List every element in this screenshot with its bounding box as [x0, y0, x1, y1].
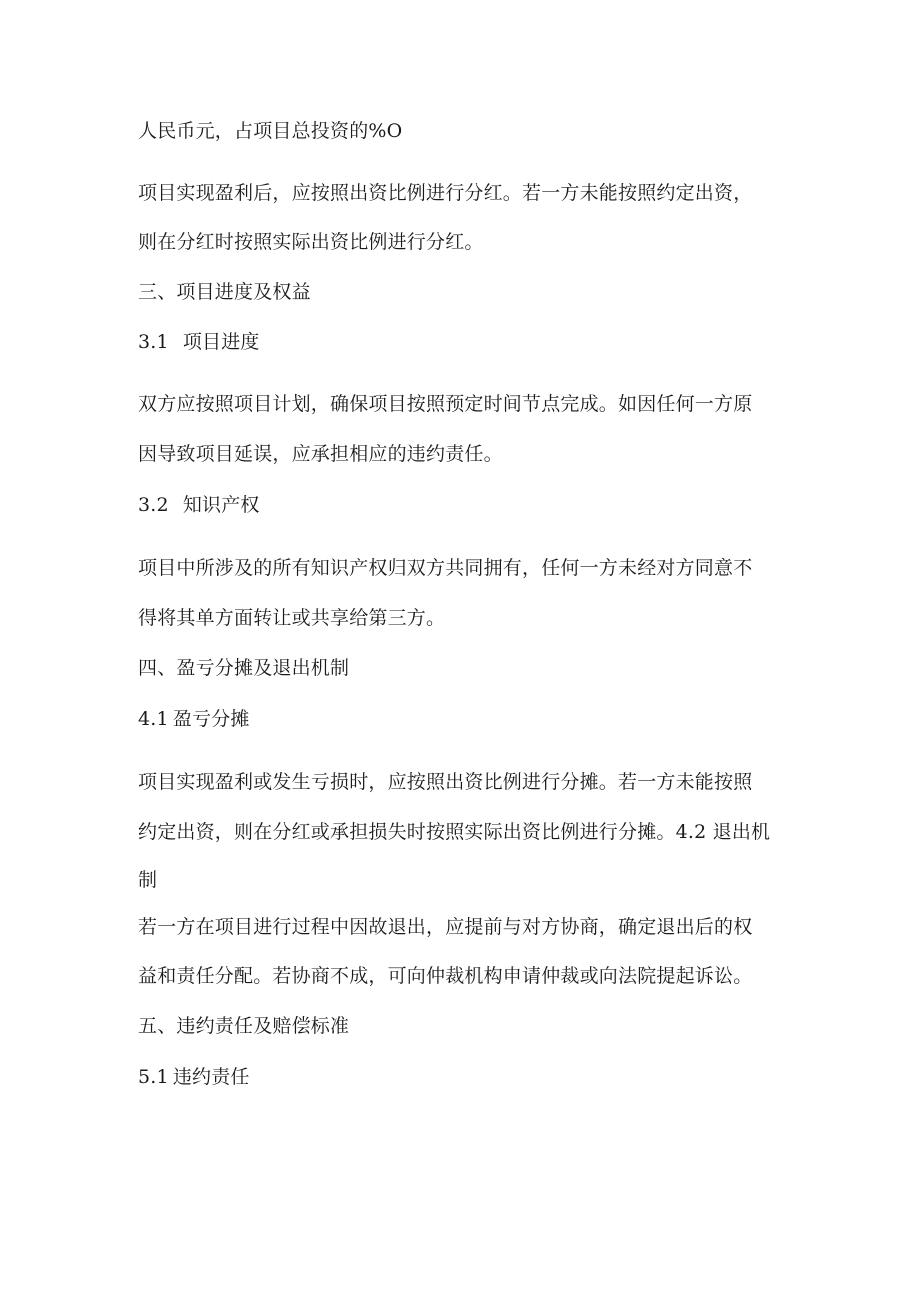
- subsection-heading: [138, 1065, 788, 1089]
- subsection-number: 3.1: [138, 331, 169, 353]
- subsection-title: 违约责任: [172, 1066, 250, 1088]
- section-heading: 五、违约责任及赔偿标准: [138, 1015, 350, 1037]
- paragraph-line: 因导致项目延误，应承担相应的违约责任。: [138, 443, 503, 465]
- subsection-title: 项目进度: [182, 331, 260, 353]
- paragraph-line: 得将其单方面转让或共享给第三方。: [138, 607, 446, 629]
- subsection-number: 3.2: [138, 494, 169, 516]
- subsection-heading: [138, 493, 788, 517]
- subsection-title: 知识产权: [182, 494, 260, 516]
- paragraph-line: 则在分红时按照实际出资比例进行分红。: [138, 231, 484, 253]
- section-heading: 三、项目进度及权益: [138, 281, 311, 303]
- paragraph-line: 若一方在项目进行过程中因故退出，应提前与对方协商，确定退出后的权: [138, 916, 753, 938]
- subsection-number: 4.1: [138, 708, 169, 730]
- paragraph-line: 益和责任分配。若协商不成，可向仲裁机构申请仲裁或向法院提起诉讼。: [138, 965, 753, 987]
- subsection-number: 5.1: [138, 1066, 169, 1088]
- paragraph-line: 项目实现盈利或发生亏损时，应按照出资比例进行分摊。若一方未能按照: [138, 771, 753, 793]
- section-heading: 四、盈亏分摊及退出机制: [138, 657, 350, 679]
- paragraph-line: 约定出资，则在分红或承担损失时按照实际出资比例进行分摊。4.2 退出机: [138, 821, 771, 843]
- paragraph-line: 制: [138, 869, 158, 891]
- paragraph-line: 项目中所涉及的所有知识产权归双方共同拥有，任何一方未经对方同意不: [138, 557, 753, 579]
- subsection-heading: [138, 707, 788, 731]
- subsection-heading: [138, 330, 788, 354]
- paragraph-line: 项目实现盈利后，应按照出资比例进行分红。若一方未能按照约定出资，: [138, 182, 753, 204]
- paragraph-line: 人民币元，占项目总投资的%O: [138, 120, 403, 142]
- subsection-title: 盈亏分摊: [172, 708, 250, 730]
- paragraph-line: 双方应按照项目计划，确保项目按照预定时间节点完成。如因任何一方原: [138, 393, 753, 415]
